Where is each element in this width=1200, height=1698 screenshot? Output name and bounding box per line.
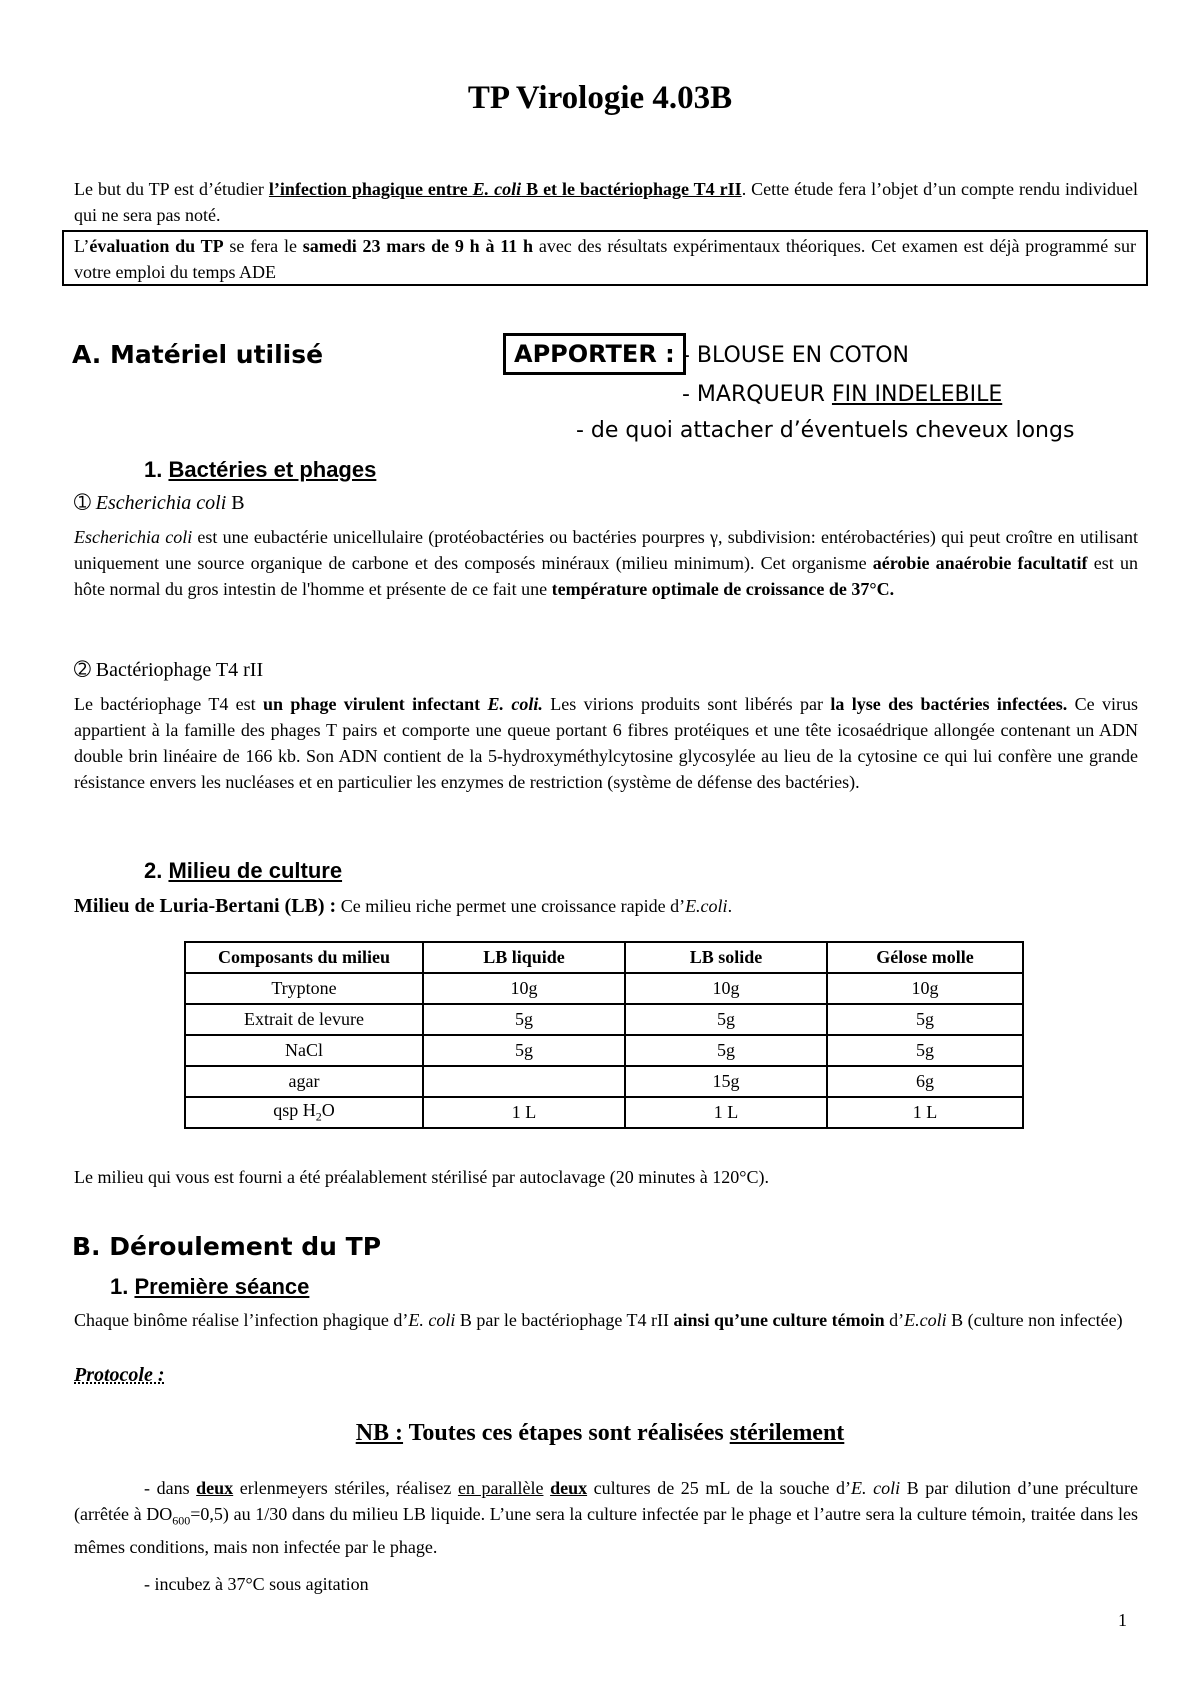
step-incubation: - incubez à 37°C sous agitation: [144, 1574, 369, 1594]
apporter-item-blouse: - BLOUSE EN COTON: [682, 343, 910, 368]
lb-intro: Milieu de Luria-Bertani (LB) : Ce milieu riche permet une croissance rapide d’E.coli.: [74, 895, 733, 917]
page-title: TP Virologie 4.03B: [467, 80, 733, 116]
nb-sterile-note: NB : Toutes ces étapes sont réalisées stérilement: [355, 1420, 845, 1446]
section-b-title: B. Déroulement du TP: [72, 1232, 382, 1261]
table-header-row: Composants du milieu LB liquide LB solide Gélose molle: [185, 942, 1023, 973]
phage-paragraph: Le bactériophage T4 est un phage virulent infectant E. coli. Les virions produits sont libérés par la lyse des bactéries infectées. Ce virus appartient à la famille des phages T pairs et comporte une queue portant 6 fibres protéiques et une tête icosaédrique allongée contenant un ADN double brin linéaire de 166 kb. Son ADN contient de la 5-hydroxyméthylcytosine glycosylée au lieu de la cytosine ce qui lui confère une grande résistance envers les nucléases et en particulier les enzymes de restriction (système de défense des bactéries).: [74, 694, 1139, 792]
table-row: Extrait de levure 5g 5g 5g: [185, 1004, 1023, 1035]
section-a-title: A. Matériel utilisé: [72, 340, 324, 369]
page-number: 1: [1118, 1610, 1127, 1630]
number-two-icon: ➁: [74, 659, 91, 681]
subsection-premiere-seance: 1. Première séance: [110, 1274, 310, 1299]
table-row: Tryptone 10g 10g 10g: [185, 973, 1023, 1004]
apporter-item-cheveux: - de quoi attacher d’éventuels cheveux longs: [576, 418, 1075, 443]
table-row: qsp $H_2O$ 1 L 1 L 1 L: [185, 1097, 1023, 1128]
protocole-label: Protocole :: [74, 1364, 165, 1386]
intro-paragraph: Le but du TP est d’étudier l’infection phagique entre E. coli B et le bactériophage T4 rII. Cette étude fera l’objet d’un compte rendu individuel qui ne sera pas noté.: [74, 179, 1139, 225]
lb-composition-table: [184, 941, 1024, 1129]
seance-paragraph: Chaque binôme réalise l’infection phagique d’E. coli B par le bactériophage T4 rII ainsi qu’une culture témoin d’E.coli B (culture non infectée): [74, 1310, 1123, 1330]
table-row: NaCl 5g 5g 5g: [185, 1035, 1023, 1066]
sterilisation-note: Le milieu qui vous est fourni a été préalablement stérilisé par autoclavage (20 minutes à 120°C).: [74, 1167, 769, 1187]
apporter-item-marqueur: - MARQUEUR FIN INDELEBILE: [682, 382, 1003, 407]
table-row: agar 15g 6g: [185, 1066, 1023, 1097]
ecoli-heading: ➀ Escherichia coli B: [74, 492, 245, 514]
ecoli-paragraph: Escherichia coli est une eubactérie unicellulaire (protéobactéries ou bactéries pourpres γ, subdivision: entérobactéries) qui peut croître en utilisant uniquement une source organique de carbone et des composés minéraux (milieu minimum). Cet organisme aérobie anaérobie facultatif est un hôte normal du gros intestin de l'homme et présente de ce fait une température optimale de croissance de 37°C.: [74, 527, 1138, 599]
subsection-milieu-culture: 2. Milieu de culture: [144, 858, 343, 883]
step-dilution: - dans deux erlenmeyers stériles, réalisez en parallèle deux cultures de 25 mL de la souche d’E. coli B par dilution d’une préculture (arrêtée à $DO_{600}=0,5$) au 1/30 dans du milieu LB liquide. L’une sera la culture infectée par le phage et l’autre sera la culture témoin, traitée dans les mêmes conditions, mais non infectée par le phage.: [74, 1478, 1139, 1557]
subsection-bacteries-phages: 1. Bactéries et phages: [144, 457, 377, 482]
number-one-icon: ➀: [74, 492, 91, 514]
apporter-label: APPORTER :: [503, 333, 686, 375]
evaluation-box: L’évaluation du TP se fera le samedi 23 mars de 9 h à 11 h avec des résultats expérimentaux théoriques. Cet examen est déjà programmé sur votre emploi du temps ADE: [62, 230, 1148, 286]
phage-heading: ➁ Bactériophage T4 rII: [74, 659, 264, 681]
